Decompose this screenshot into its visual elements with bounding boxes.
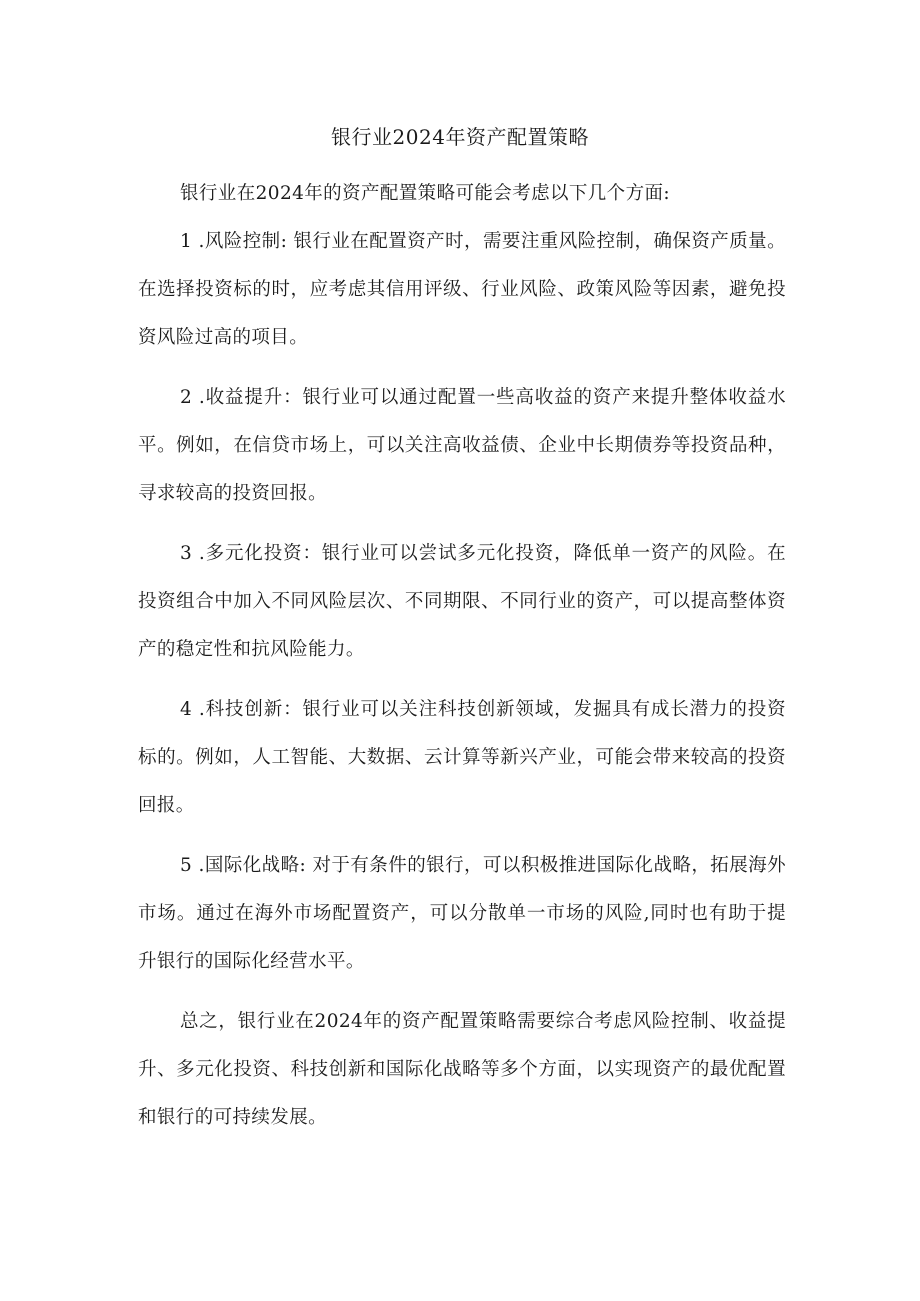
item-number: 1 (180, 231, 193, 252)
item-text: .风险控制: 银行业在配置资产时，需要注重风险控制，确保资产质量。在选择投资标的时，应考虑其信用评级、行业风险、政策风险等因素，避免投资风险过高的项目。 (138, 231, 786, 348)
item-text: .国际化战略: 对于有条件的银行，可以积极推进国际化战略，拓展海外市场。通过在海外市场配置资产，可以分散单一市场的风险,同时也有助于提升银行的国际化经营水平。 (138, 855, 786, 972)
list-item-2 (138, 374, 786, 518)
list-item-4 (138, 686, 786, 830)
item-number: 5 (180, 855, 193, 876)
page-title: 银行业2024年资产配置策略 (331, 125, 589, 149)
list-item-3 (138, 530, 786, 674)
list-item-5 (138, 842, 786, 986)
item-number: 2 (180, 387, 193, 408)
item-text: .收益提升：银行业可以通过配置一些高收益的资产来提升整体收益水平。例如，在信贷市场上，可以关注高收益债、企业中长期债券等投资品种，寻求较高的投资回报。 (138, 387, 786, 504)
item-number: 4 (180, 699, 193, 720)
item-text: .科技创新：银行业可以关注科技创新领域，发掘具有成长潜力的投资标的。例如，人工智能、大数据、云计算等新兴产业，可能会带来较高的投资回报。 (138, 699, 786, 816)
list-item-1 (138, 218, 786, 362)
item-number: 3 (180, 543, 193, 564)
conclusion-paragraph: 总之，银行业在2024年的资产配置策略需要综合考虑风险控制、收益提升、多元化投资、科技创新和国际化战略等多个方面，以实现资产的最优配置和银行的可持续发展。 (138, 1011, 786, 1128)
intro-paragraph: 银行业在2024年的资产配置策略可能会考虑以下几个方面: (180, 183, 671, 204)
document-body (138, 170, 786, 1154)
item-text: .多元化投资：银行业可以尝试多元化投资，降低单一资产的风险。在投资组合中加入不同风险层次、不同期限、不同行业的资产，可以提高整体资产的稳定性和抗风险能力。 (138, 543, 786, 660)
